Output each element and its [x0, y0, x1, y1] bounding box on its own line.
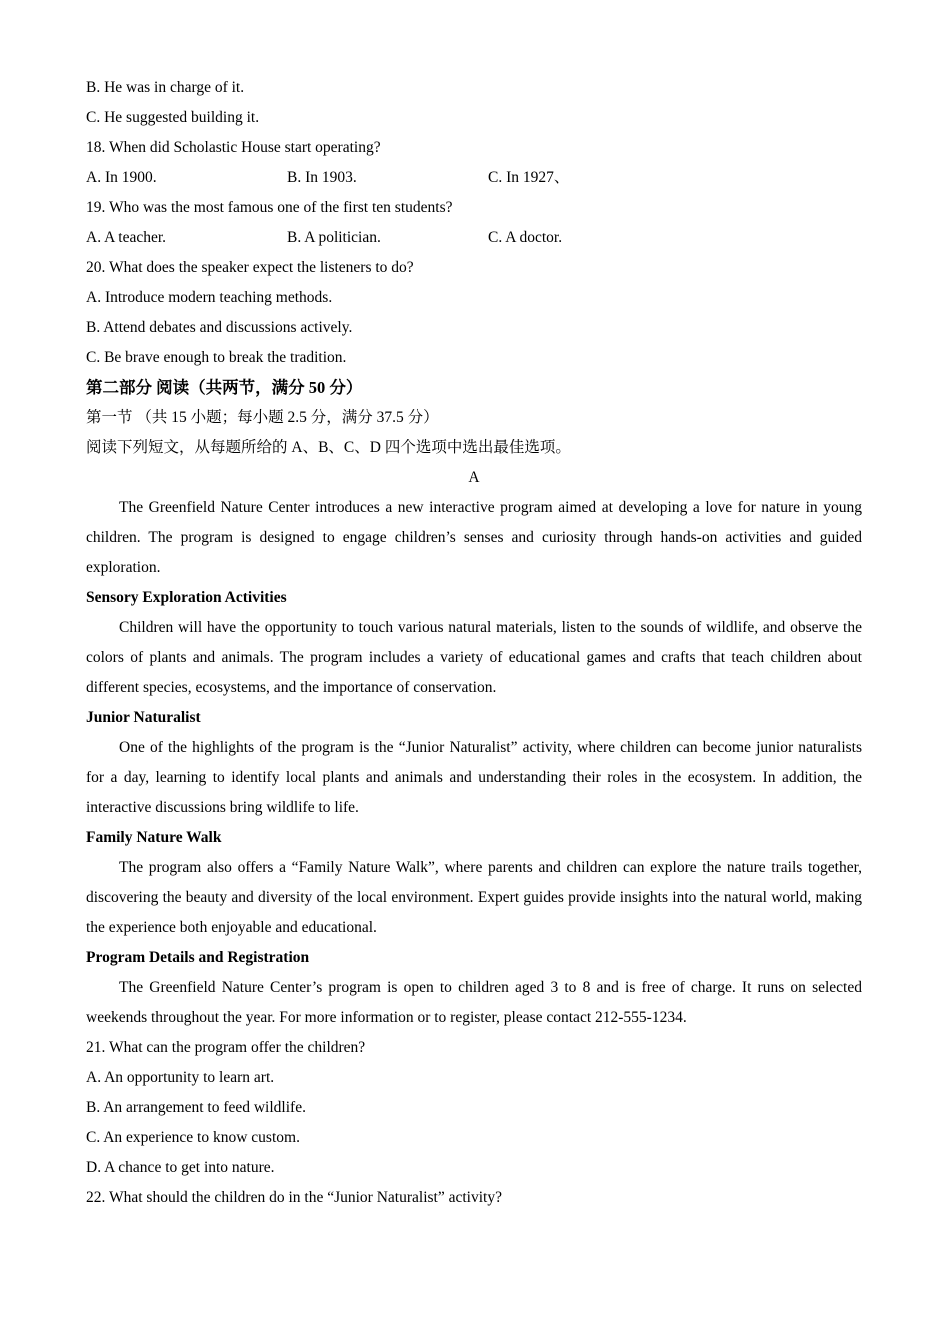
q21-option-b: B. An arrangement to feed wildlife.: [86, 1099, 306, 1116]
q20-option-a: A. Introduce modern teaching methods.: [86, 289, 333, 306]
section-text-junior-naturalist: One of the highlights of the program is the “Junior Naturalist” activity, where children can become junior naturalists for a day, learning to identify local plants and animals and understanding their roles in the ecosystem. In addition, the interactive discussions bring wildlife to life.: [86, 739, 862, 816]
q19-option-a: A. A teacher.: [86, 229, 167, 246]
exam-page: [86, 73, 862, 1213]
q19-option-b: B. A politician.: [287, 229, 381, 246]
q19-options: [86, 223, 862, 253]
section-heading-program-details: Program Details and Registration: [86, 949, 310, 966]
q17-option-c: C. He suggested building it.: [86, 109, 260, 126]
section-heading-junior-naturalist: Junior Naturalist: [86, 709, 201, 726]
part2-title: 第二部分 阅读（共两节，满分 50 分）: [86, 378, 363, 397]
q22-question: 22. What should the children do in the “Junior Naturalist” activity?: [86, 1189, 502, 1206]
section-heading-sensory: Sensory Exploration Activities: [86, 589, 287, 606]
q17-option-b: B. He was in charge of it.: [86, 79, 245, 96]
q18-options: [86, 163, 862, 193]
q18-option-a: A. In 1900.: [86, 169, 157, 186]
q20-option-b: B. Attend debates and discussions actively.: [86, 319, 353, 336]
passage-intro: The Greenfield Nature Center introduces a new interactive program aimed at developing a love for nature in young children. The program is designed to engage children’s senses and curiosity through hands-on activities and guided exploration.: [86, 499, 862, 576]
q18-option-b: B. In 1903.: [287, 169, 357, 186]
reading-instruction: 阅读下列短文，从每题所给的 A、B、C、D 四个选项中选出最佳选项。: [86, 439, 571, 456]
q20-question: 20. What does the speaker expect the listeners to do?: [86, 259, 414, 276]
q18-question: 18. When did Scholastic House start operating?: [86, 139, 381, 156]
section-text-family-walk: The program also offers a “Family Nature Walk”, where parents and children can explore the nature trails together, discovering the beauty and diversity of the local environment. Expert guides provide insights into the natural world, making the experience both enjoyable and educational.: [86, 859, 862, 936]
section1-heading: 第一节 （共 15 小题；每小题 2.5 分，满分 37.5 分）: [86, 409, 439, 426]
q19-question: 19. Who was the most famous one of the first ten students?: [86, 199, 453, 216]
q19-option-c: C. A doctor.: [488, 229, 563, 246]
section-heading-family-walk: Family Nature Walk: [86, 829, 222, 846]
passage-label: A: [468, 469, 480, 486]
q21-option-d: D. A chance to get into nature.: [86, 1159, 275, 1176]
q18-option-c: C. In 1927、: [488, 169, 570, 186]
section-text-program-details: The Greenfield Nature Center’s program is open to children aged 3 to 8 and is free of charge. It runs on selected weekends throughout the year. For more information or to register, please contact 212-555-1234.: [86, 979, 862, 1026]
q20-option-c: C. Be brave enough to break the tradition.: [86, 349, 347, 366]
q21-option-c: C. An experience to know custom.: [86, 1129, 300, 1146]
section-text-sensory: Children will have the opportunity to touch various natural materials, listen to the sounds of wildlife, and observe the colors of plants and animals. The program includes a variety of educational games and crafts that teach children about different species, ecosystems, and the importance of conservation.: [86, 619, 862, 696]
q21-question: 21. What can the program offer the children?: [86, 1039, 366, 1056]
q21-option-a: A. An opportunity to learn art.: [86, 1069, 275, 1086]
